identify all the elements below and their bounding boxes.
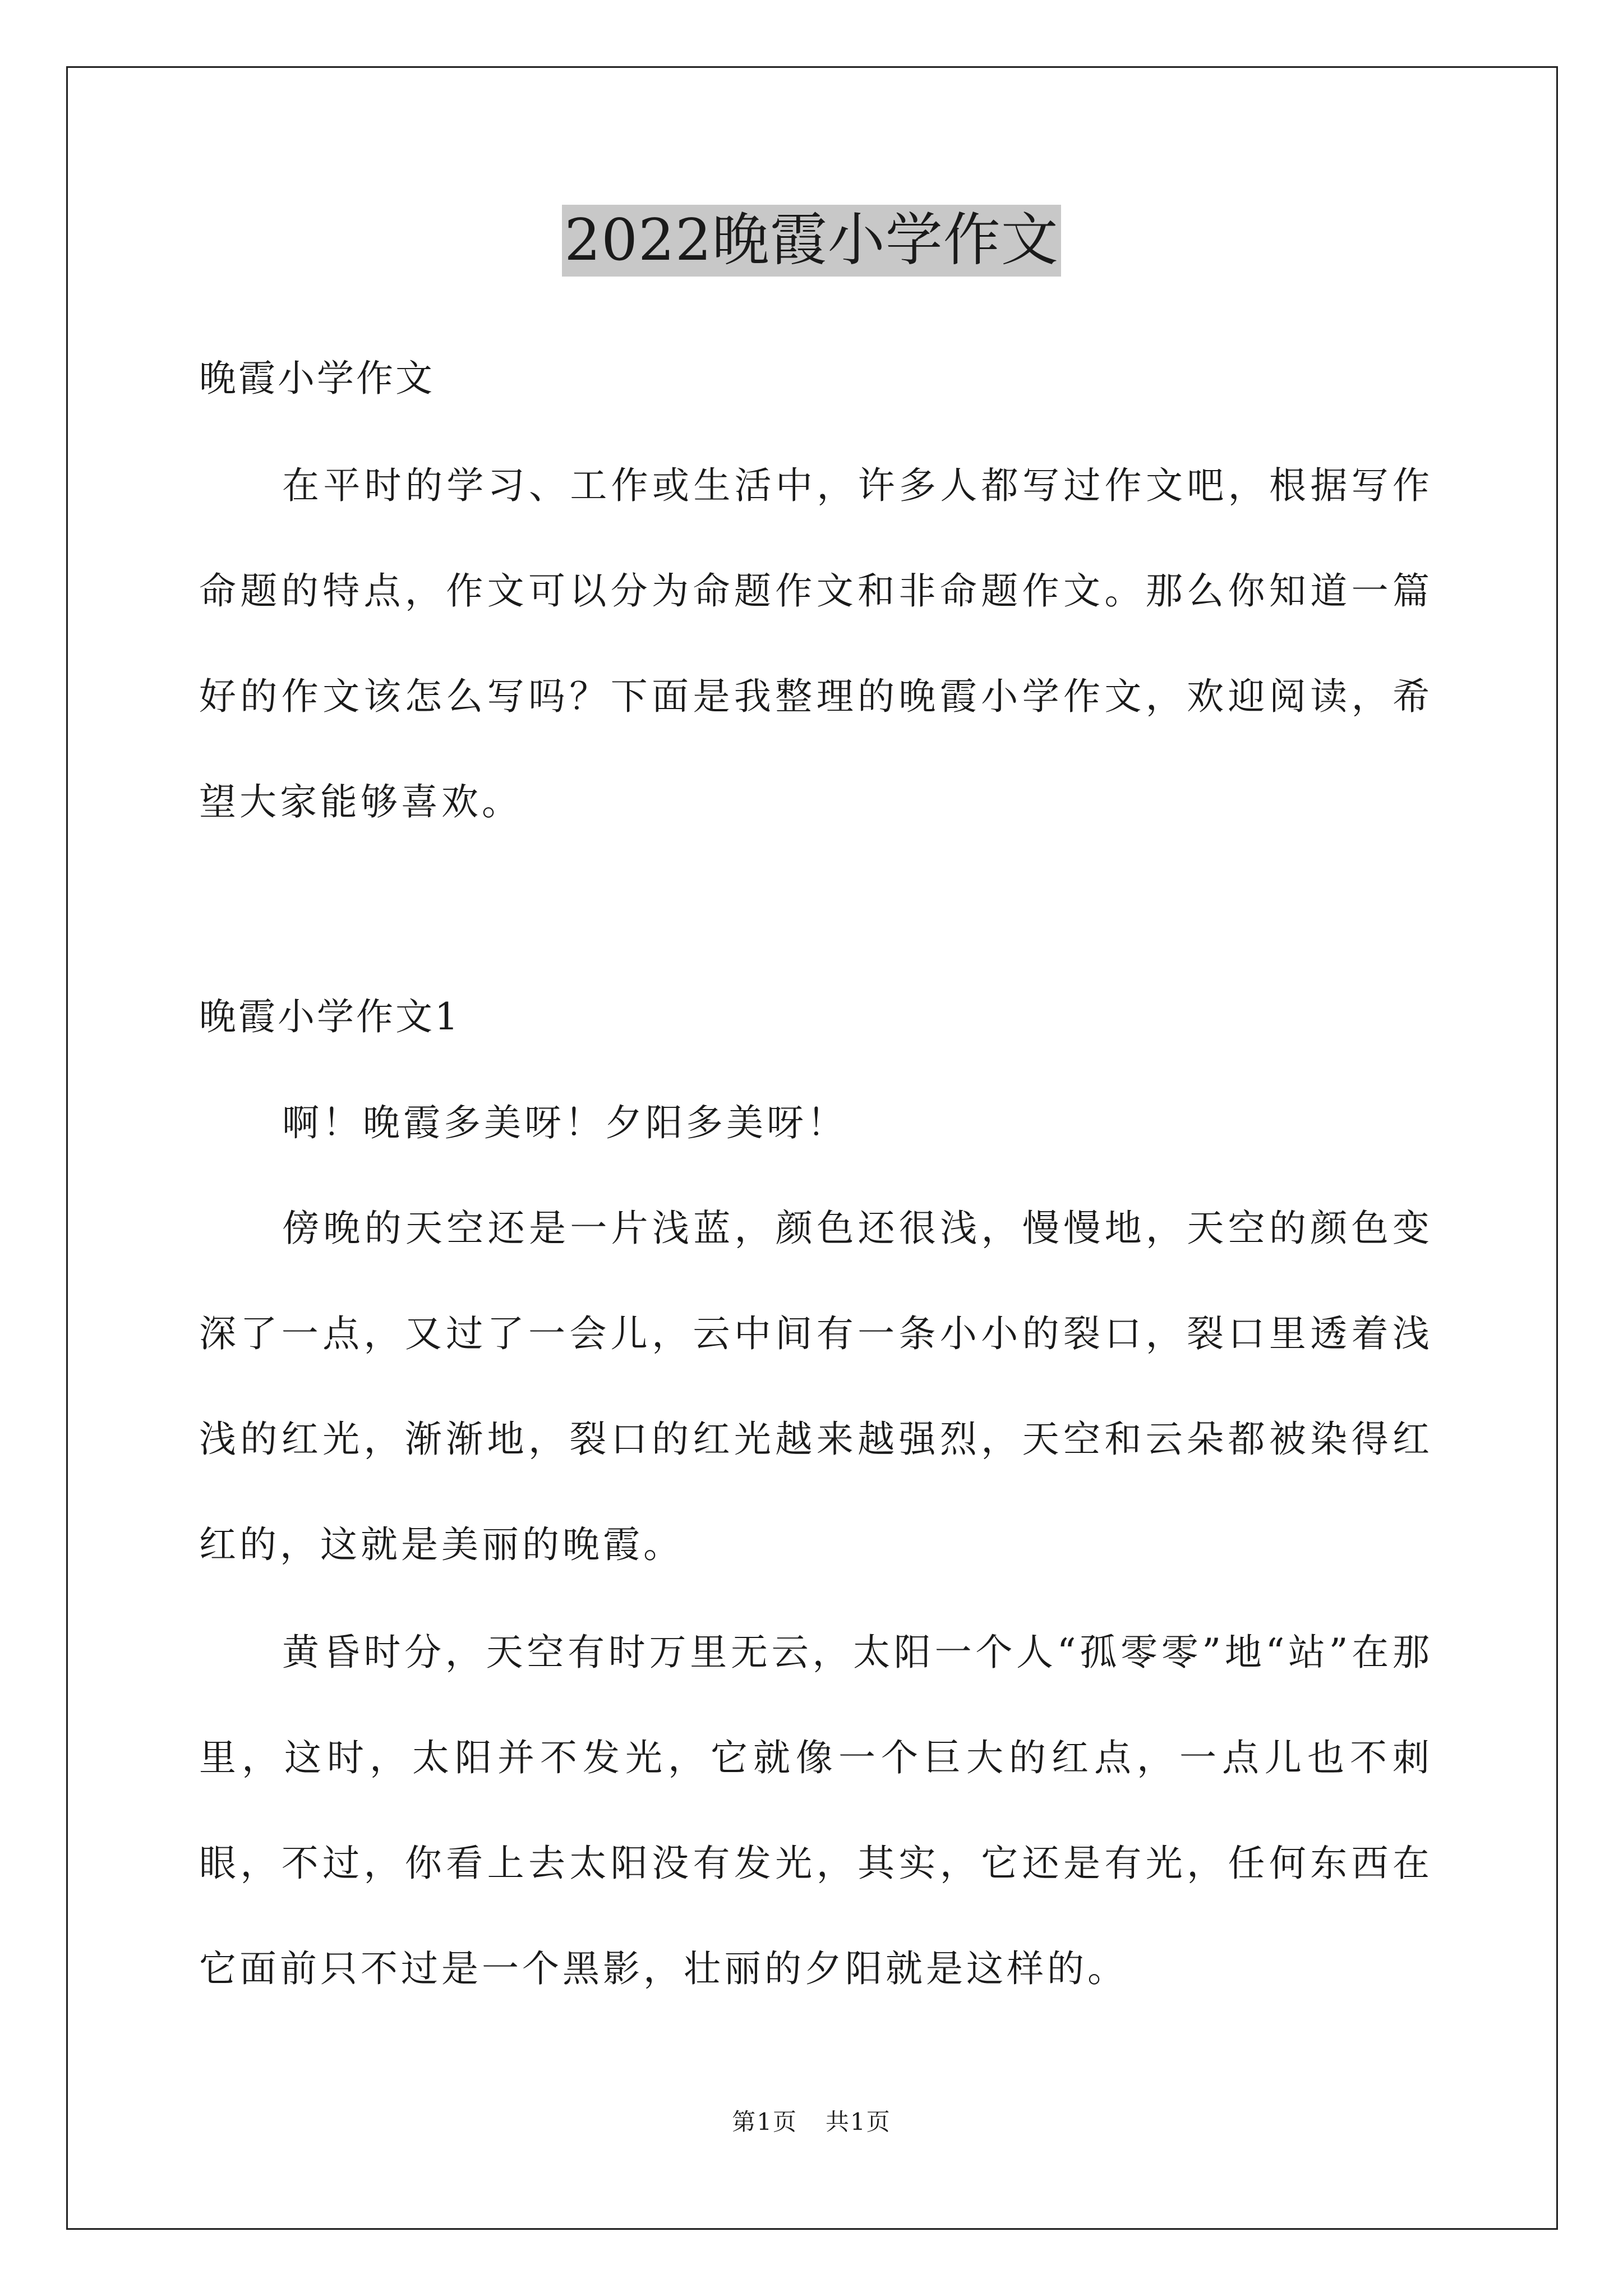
paragraph-evening-sky: 傍晚的天空还是一片浅蓝，颜色还很浅，慢慢地，天空的颜色变深了一点，又过了一会儿，云中间有一条小小的裂口，裂口里透着浅浅的红光，渐渐地，裂口的红光越来越强烈，天空和云朵都被染得红红的，这就是美丽的晚霞。 xyxy=(199,1207,1433,1566)
paragraph-intro: 在平时的学习、工作或生活中，许多人都写过作文吧，根据写作命题的特点，作文可以分为命题作文和非命题作文。那么你知道一篇好的作文该怎么写吗？下面是我整理的晚霞小学作文，欢迎阅读，希望大家能够喜欢。 xyxy=(199,464,1433,823)
section-heading-essay-1: 晚霞小学作文1 xyxy=(199,995,460,1038)
paragraph-dusk-sun: 黄昏时分，天空有时万里无云，太阳一个人“孤零零”地“站”在那里，这时，太阳并不发光，它就像一个巨大的红点，一点儿也不刺眼，不过，你看上去太阳没有发光，其实，它还是有光，任何东西在它面前只不过是一个黑影，壮丽的夕阳就是这样的。 xyxy=(199,1631,1433,1990)
page-number: 第1页 xyxy=(732,2108,797,2136)
page-footer xyxy=(0,2104,1623,2137)
paragraph-exclamation: 啊！晚霞多美呀！夕阳多美呀！ xyxy=(282,1101,847,1144)
section-heading-intro: 晚霞小学作文 xyxy=(199,357,435,400)
page-count: 共1页 xyxy=(826,2108,891,2136)
title-container xyxy=(0,205,1623,277)
document-title: 2022晚霞小学作文 xyxy=(562,205,1061,277)
